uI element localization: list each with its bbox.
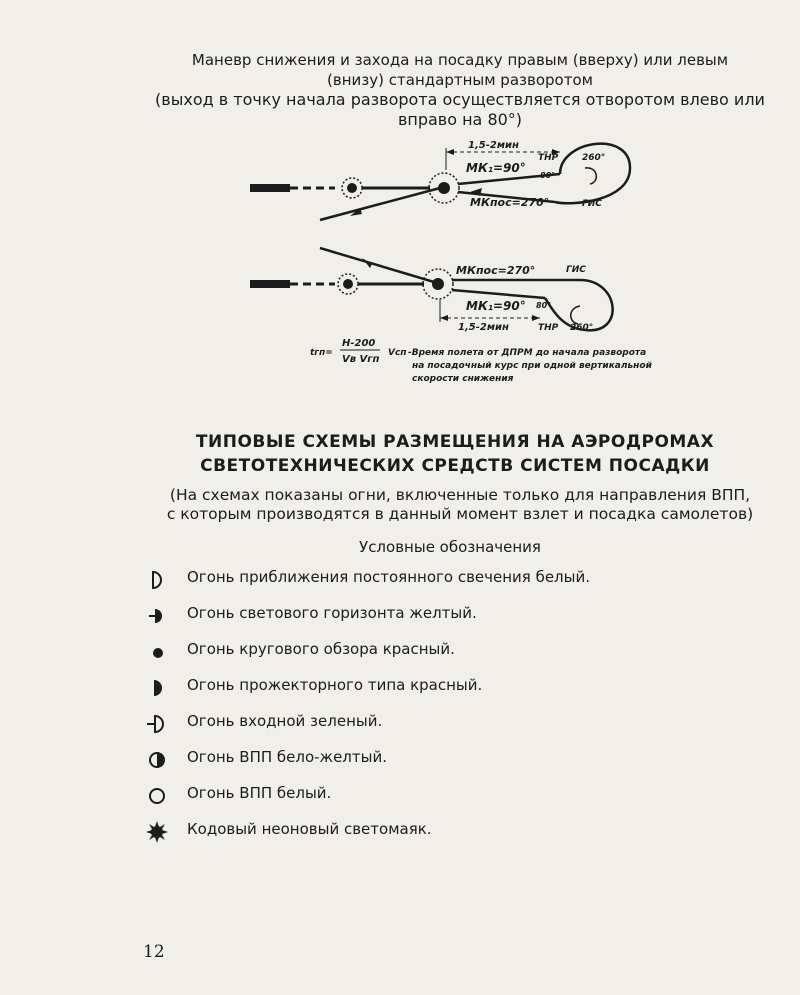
formula-note-line-1: -Время полета от ДПРМ до начала разворота (408, 348, 647, 358)
formula-denominator: Vв Vгп (342, 354, 380, 365)
note-line-1: (На схемах показаны огни, включенные только для направления ВПП, (169, 486, 751, 504)
gis-top: ГИС (582, 199, 602, 209)
top-scheme (250, 140, 630, 220)
section-heading (150, 430, 760, 478)
legend-text: Огонь кругового обзора красный. (187, 640, 455, 658)
legend-text: Кодовый неоновый светомаяк. (187, 820, 432, 838)
searchlight-red-icon (145, 676, 173, 700)
legend-text: Огонь ВПП белый. (187, 784, 332, 802)
angle-80-bottom: 80° (536, 301, 552, 310)
formula (310, 338, 653, 384)
formula-lhs: tгп= (310, 348, 333, 358)
gis-bottom: ГИС (566, 265, 586, 275)
formula-note-line-2: на посадочный курс при одной вертикальной (412, 361, 652, 371)
heading-line-2: СВЕТОТЕХНИЧЕСКИХ СРЕДСТВ СИСТЕМ ПОСАДКИ (200, 456, 710, 476)
time-label-bottom: 1,5-2мин (458, 322, 509, 333)
approach-maneuver-diagram (0, 130, 800, 400)
approach-light-icon (145, 568, 173, 592)
legend-text: Огонь светового горизонта желтый. (187, 604, 477, 622)
formula-note-prefix: Vсп (388, 348, 407, 358)
tnr-bottom: ТНР (538, 323, 559, 333)
course-land-bottom: МКпос=270° (456, 264, 536, 277)
runway-top (250, 184, 290, 192)
runway-white-yellow-light-icon (145, 748, 173, 772)
runway-bottom (250, 280, 290, 288)
legend-text: Огонь входной зеленый. (187, 712, 383, 730)
legend-text: Огонь ВПП бело-желтый. (187, 748, 387, 766)
legend-title: Условные обозначения (359, 538, 541, 556)
formula-numerator: H-200 (342, 338, 376, 349)
angle-260-bottom: 260° (570, 323, 594, 333)
neon-beacon-icon (145, 820, 173, 844)
angle-80-top: 80° (540, 171, 556, 180)
caption-line-2: (внизу) стандартным разворотом (327, 71, 593, 89)
page-number: 12 (143, 942, 165, 962)
course-out-top: МК₁=90° (466, 161, 526, 175)
note-line-2: с которым производятся в данный момент взлет и посадка самолетов) (166, 505, 754, 523)
course-land-top: МКпос=270° (470, 196, 550, 209)
all-round-red-light-icon (145, 640, 173, 664)
course-out-bottom: МК₁=90° (466, 299, 526, 313)
time-label-top: 1,5-2мин (468, 140, 519, 151)
section-note (120, 486, 800, 524)
formula-note-line-3: скорости снижения (412, 374, 514, 384)
heading-line-1: ТИПОВЫЕ СХЕМЫ РАЗМЕЩЕНИЯ НА АЭРОДРОМАХ (195, 432, 715, 452)
entrance-green-light-icon (145, 712, 173, 736)
runway-white-light-icon (145, 784, 173, 808)
horizon-light-icon (145, 604, 173, 628)
tnr-top: ТНР (538, 153, 559, 163)
diagram-caption (140, 50, 780, 90)
caption-line-1: Маневр снижения и захода на посадку правым (вверху) или левым (191, 51, 729, 69)
legend-text: Огонь приближения постоянного свечения белый. (187, 568, 591, 586)
bottom-scheme (250, 248, 613, 333)
diagram-caption-note (140, 90, 780, 130)
angle-260-top: 260° (582, 153, 606, 163)
caption-line-4: вправо на 80°) (397, 110, 523, 129)
legend-text: Огонь прожекторного типа красный. (187, 676, 483, 694)
caption-line-3: (выход в точку начала разворота осуществляется отворотом влево или (155, 90, 765, 109)
